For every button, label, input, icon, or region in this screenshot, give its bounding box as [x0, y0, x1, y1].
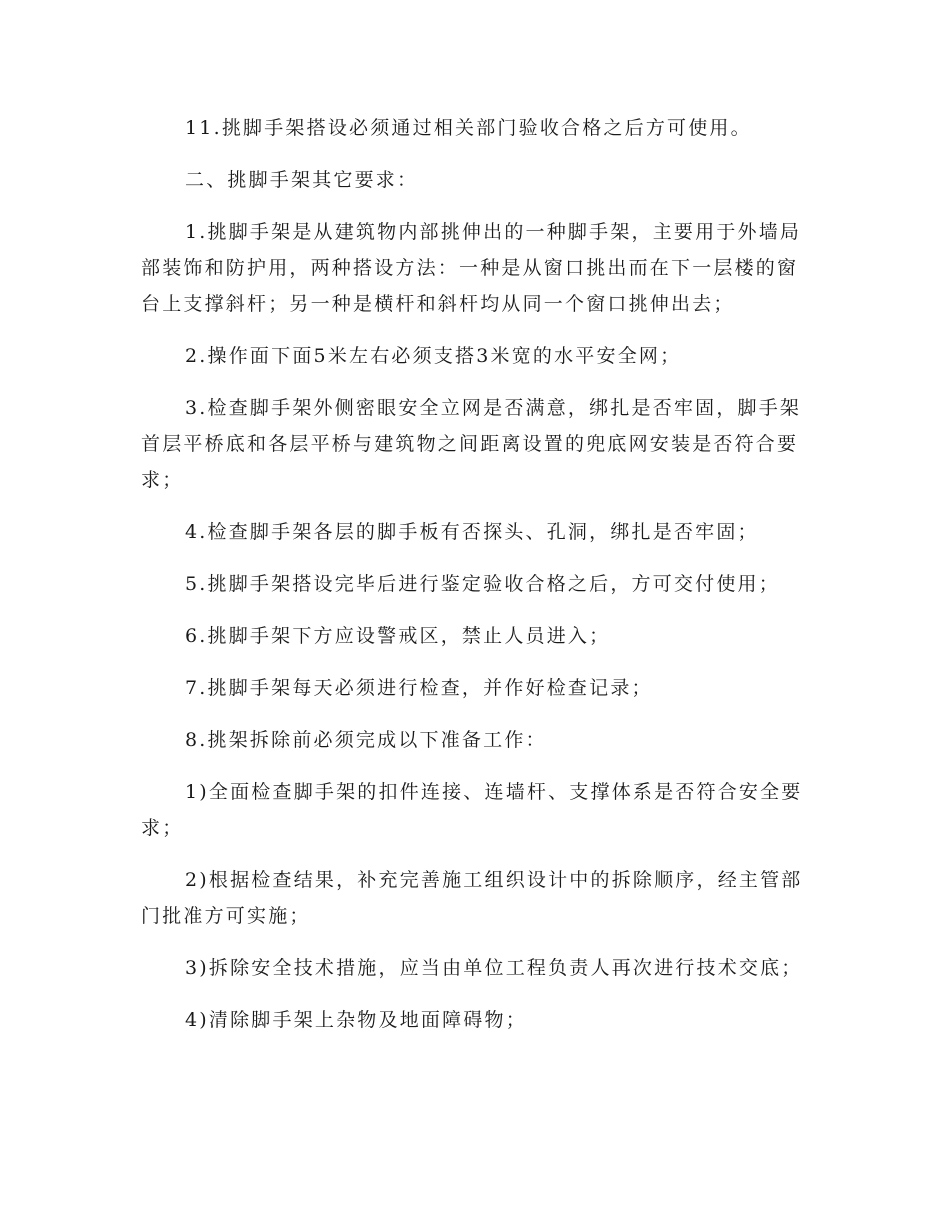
paragraph-item-8: 8.挑架拆除前必须完成以下准备工作：: [185, 729, 547, 751]
sub-item-4: 4)清除脚手架上杂物及地面障碍物；: [185, 1009, 527, 1031]
sub-item-2: 2)根据检查结果，补充完善施工组织设计中的拆除顺序，经主管部门批准方可实施；: [141, 869, 803, 927]
paragraph-item-11: 11.挑脚手架搭设必须通过相关部门验收合格之后方可使用。: [185, 117, 752, 139]
paragraph-item-6: 6.挑脚手架下方应设警戒区，禁止人员进入；: [185, 625, 611, 647]
paragraph-item-3: 3.检查脚手架外侧密眼安全立网是否满意，绑扎是否牢固，脚手架首层平桥底和各层平桥与建筑物之间距离设置的兜底网安装是否符合要求；: [141, 397, 802, 491]
sub-item-1: 1)全面检查脚手架的扣件连接、连墙杆、支撑体系是否符合安全要求；: [141, 781, 803, 839]
paragraph-item-5: 5.挑脚手架搭设完毕后进行鉴定验收合格之后，方可交付使用；: [185, 573, 780, 595]
paragraph-item-4: 4.检查脚手架各层的脚手板有否探头、孔洞，绑扎是否牢固；: [185, 521, 759, 543]
sub-item-3: 3)拆除安全技术措施，应当由单位工程负责人再次进行技术交底；: [185, 957, 803, 979]
paragraph-item-2: 2.操作面下面5米左右必须支搭3米宽的水平安全网；: [185, 345, 682, 367]
section-heading-other-requirements: 二、挑脚手架其它要求：: [185, 169, 419, 191]
document-body: [141, 110, 811, 1038]
paragraph-item-7: 7.挑脚手架每天必须进行检查，并作好检查记录；: [185, 677, 653, 699]
paragraph-item-1: 1.挑脚手架是从建筑物内部挑伸出的一种脚手架，主要用于外墙局部装饰和防护用，两种搭设方法：一种是从窗口挑出而在下一层楼的窗台上支撑斜杆；另一种是横杆和斜杆均从同一个窗口挑伸出去；: [141, 221, 802, 315]
